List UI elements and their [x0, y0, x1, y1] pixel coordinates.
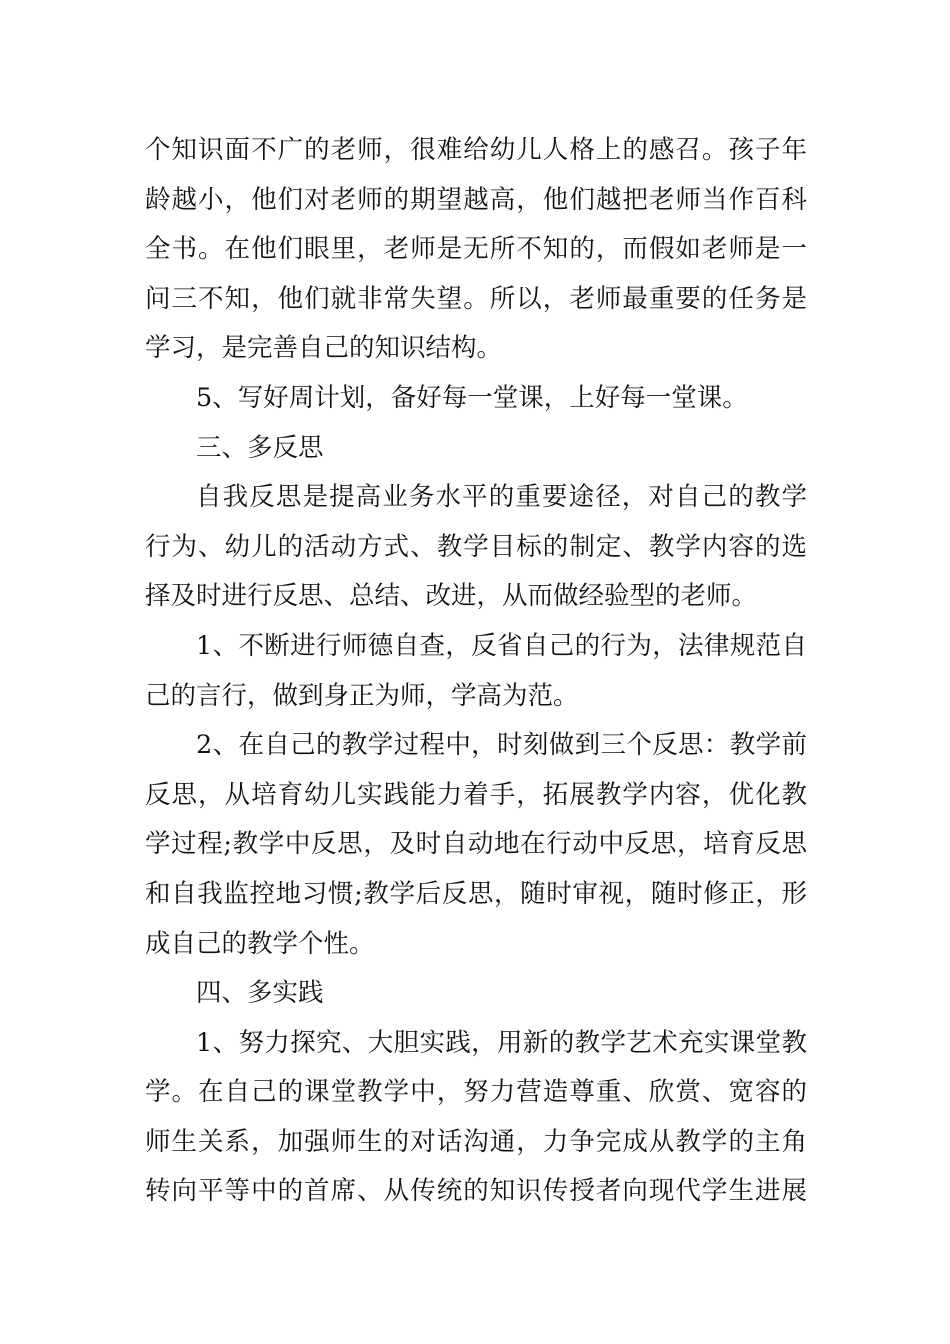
- text-line-9: 行为、幼儿的活动方式、教学目标的制定、教学内容的选: [145, 531, 807, 562]
- text-line-4: 问三不知，他们就非常失望。所以，老师最重要的任务是: [145, 283, 807, 314]
- section-heading-4: 四、多实践: [196, 978, 324, 1009]
- text-line-12: 己的言行，做到身正为师，学高为范。: [145, 680, 579, 711]
- text-line-6: 5、写好周计划，备好每一堂课，上好每一堂课。: [196, 382, 748, 413]
- text-line-3: 全书。在他们眼里，老师是无所不知的，而假如老师是一: [145, 234, 807, 265]
- text-line-11: 1、不断进行师德自查，反省自己的行为，法律规范自: [196, 630, 807, 661]
- text-line-19: 1、努力探究、大胆实践，用新的教学艺术充实课堂教: [196, 1027, 807, 1058]
- text-line-21: 师生关系，加强师生的对话沟通，力争完成从教学的主角: [145, 1126, 807, 1157]
- text-line-5: 学习，是完善自己的知识结构。: [145, 333, 503, 364]
- text-line-8: 自我反思是提高业务水平的重要途径，对自己的教学: [196, 482, 807, 513]
- text-line-17: 成自己的教学个性。: [145, 928, 375, 959]
- text-line-22: 转向平等中的首席、从传统的知识传授者向现代学生进展: [145, 1176, 807, 1207]
- section-heading-3: 三、多反思: [196, 432, 324, 463]
- text-line-15: 学过程;教学中反思，及时自动地在行动中反思，培育反思: [145, 829, 807, 860]
- text-line-20: 学。在自己的课堂教学中，努力营造尊重、欣赏、宽容的: [145, 1077, 807, 1108]
- text-line-16: 和自我监控地习惯;教学后反思，随时审视，随时修正，形: [145, 878, 807, 909]
- text-line-10: 择及时进行反思、总结、改进，从而做经验型的老师。: [145, 581, 758, 612]
- text-line-14: 反思，从培育幼儿实践能力着手，拓展教学内容，优化教: [145, 779, 807, 810]
- document-body: [145, 126, 807, 1217]
- text-line-2: 龄越小，他们对老师的期望越高，他们越把老师当作百科: [145, 184, 807, 215]
- text-line-1: 个知识面不广的老师，很难给幼儿人格上的感召。孩子年: [145, 135, 807, 165]
- text-line-13: 2、在自己的教学过程中，时刻做到三个反思：教学前: [196, 730, 807, 761]
